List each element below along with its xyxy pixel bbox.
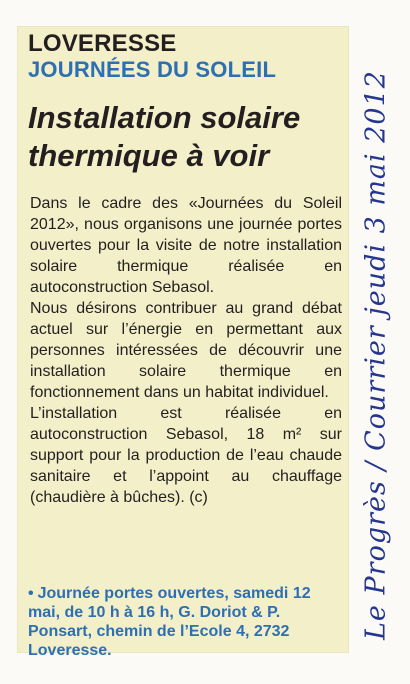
bullet-icon: • — [28, 585, 34, 602]
body-paragraph-3: L’installation est réalisée en autoconstruction Sebasol, 18 m² sur support pour la production de l’eau chaude sanitaire et l’appoint au chauffage (chaudière à bûches). (c) — [30, 405, 342, 506]
section-kicker: JOURNÉES DU SOLEIL — [28, 57, 277, 82]
article-headline: Installation solaire thermique à voir — [28, 100, 301, 173]
article-body — [30, 193, 342, 508]
handwritten-source-note: Le Progrès / Courrier jeudi 3 mai 2012 — [360, 70, 392, 640]
body-paragraph-2: Nous désirons contribuer au grand débat actuel sur l’énergie en permettant aux personnes intéressées de découvrir une installation solaire thermique en fonctionnement dans un habitat individuel. — [30, 300, 342, 401]
body-paragraph-1: Dans le cadre des «Journées du Soleil 2012», nous organisons une journée portes ouvertes pour la visite de notre installation solaire thermique réalisée en autoconstruction Sebasol. — [30, 195, 342, 296]
location-heading: LOVERESSE — [28, 30, 177, 57]
newspaper-clipping — [18, 27, 348, 659]
event-info-text: Journée portes ouvertes, samedi 12 mai, de 10 h à 16 h, G. Doriot & P. Ponsart, chemin de l’Ecole 4, 2732 Loveresse. — [28, 585, 311, 659]
event-info — [28, 584, 346, 660]
